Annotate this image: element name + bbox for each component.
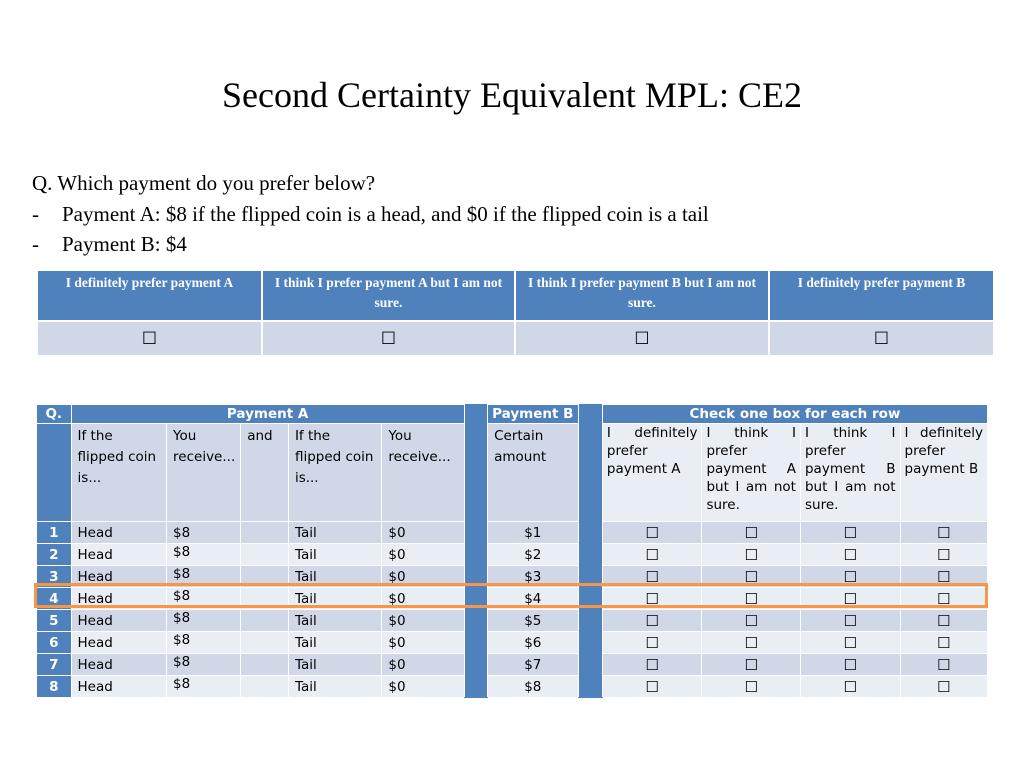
pref-checkbox-think-b[interactable]: ☐ [515, 321, 769, 356]
bullet-dash: - [32, 201, 39, 226]
checkbox-think-b[interactable]: ☐ [800, 544, 900, 566]
table-row [37, 632, 988, 654]
subheader-a-receive-1: You receive... [167, 424, 241, 522]
checkbox-think-b[interactable]: ☐ [800, 522, 900, 544]
a-outcome-tail: Tail [288, 522, 381, 544]
a-outcome-head: Head [71, 588, 167, 610]
certain-amount: $8 [488, 676, 578, 698]
a-amount-tail: $0 [382, 566, 464, 588]
checkbox-definitely-a[interactable]: ☐ [602, 610, 702, 632]
subheader-q-blank [37, 424, 72, 522]
checkbox-definitely-a[interactable]: ☐ [602, 566, 702, 588]
a-outcome-tail: Tail [288, 632, 381, 654]
and-cell [241, 654, 289, 676]
subheader-think-a: I think I prefer payment A but I am not sure. [702, 424, 801, 522]
a-amount-tail: $0 [382, 522, 464, 544]
checkbox-definitely-a[interactable]: ☐ [602, 632, 702, 654]
certain-amount: $6 [488, 632, 578, 654]
pref-header-definitely-a: I definitely prefer payment A [37, 270, 262, 321]
pref-header-think-b: I think I prefer payment B but I am not sure. [515, 270, 769, 321]
certain-amount: $4 [488, 588, 578, 610]
a-outcome-tail: Tail [288, 676, 381, 698]
slide-title: Second Certainty Equivalent MPL: CE2 [222, 75, 802, 115]
bullet-dash: - [32, 232, 39, 256]
checkbox-definitely-b[interactable]: ☐ [900, 544, 987, 566]
pref-header-definitely-b: I definitely prefer payment B [769, 270, 994, 321]
a-amount-head: $8 [167, 632, 241, 654]
and-cell [241, 566, 289, 588]
header-payment-a: Payment A [71, 405, 464, 424]
a-amount-head: $8 [167, 654, 241, 676]
checkbox-definitely-b[interactable]: ☐ [900, 676, 987, 698]
table-row [37, 654, 988, 676]
a-amount-head: $8 [167, 676, 241, 698]
checkbox-think-b[interactable]: ☐ [800, 588, 900, 610]
a-amount-tail: $0 [382, 632, 464, 654]
and-cell [241, 588, 289, 610]
a-amount-tail: $0 [382, 544, 464, 566]
a-amount-tail: $0 [382, 610, 464, 632]
question-block [32, 168, 709, 260]
row-number: 1 [37, 522, 72, 544]
checkbox-definitely-b[interactable]: ☐ [900, 654, 987, 676]
row-number: 5 [37, 610, 72, 632]
checkbox-definitely-b[interactable]: ☐ [900, 610, 987, 632]
row-number: 6 [37, 632, 72, 654]
checkbox-definitely-b[interactable]: ☐ [900, 632, 987, 654]
a-amount-head: $8 [167, 566, 241, 588]
a-outcome-head: Head [71, 544, 167, 566]
checkbox-definitely-b[interactable]: ☐ [900, 566, 987, 588]
a-amount-head: $8 [167, 522, 241, 544]
row-number: 2 [37, 544, 72, 566]
column-separator [464, 405, 487, 698]
checkbox-think-b[interactable]: ☐ [800, 654, 900, 676]
certain-amount: $5 [488, 610, 578, 632]
subheader-certain-amount: Certain amount [488, 424, 578, 522]
row-number: 8 [37, 676, 72, 698]
checkbox-think-a[interactable]: ☐ [702, 544, 801, 566]
payment-a-bullet [32, 199, 709, 230]
checkbox-think-a[interactable]: ☐ [702, 522, 801, 544]
row-number: 3 [37, 566, 72, 588]
and-cell [241, 632, 289, 654]
and-cell [241, 544, 289, 566]
payment-b-description: Payment B: $4 [62, 232, 187, 256]
a-amount-tail: $0 [382, 588, 464, 610]
a-outcome-tail: Tail [288, 610, 381, 632]
pref-checkbox-think-a[interactable]: ☐ [262, 321, 515, 356]
header-q: Q. [37, 405, 72, 424]
certain-amount: $2 [488, 544, 578, 566]
table-row [37, 676, 988, 698]
a-outcome-head: Head [71, 522, 167, 544]
subheader-a-outcome-2: If the flipped coin is... [288, 424, 381, 522]
certain-amount: $3 [488, 566, 578, 588]
certain-amount: $1 [488, 522, 578, 544]
table-row [37, 522, 988, 544]
and-cell [241, 522, 289, 544]
table-row [37, 566, 988, 588]
a-outcome-head: Head [71, 566, 167, 588]
preference-table [36, 269, 995, 357]
a-outcome-tail: Tail [288, 654, 381, 676]
a-outcome-tail: Tail [288, 544, 381, 566]
and-cell [241, 676, 289, 698]
a-amount-tail: $0 [382, 654, 464, 676]
and-cell [241, 610, 289, 632]
table-row [37, 610, 988, 632]
checkbox-definitely-a[interactable]: ☐ [602, 544, 702, 566]
checkbox-think-b[interactable]: ☐ [800, 566, 900, 588]
checkbox-think-a[interactable]: ☐ [702, 654, 801, 676]
header-check-one-box: Check one box for each row [602, 405, 987, 424]
checkbox-definitely-b[interactable]: ☐ [900, 588, 987, 610]
row-number: 7 [37, 654, 72, 676]
question-prompt: Q. Which payment do you prefer below? [32, 171, 376, 195]
checkbox-definitely-b[interactable]: ☐ [900, 522, 987, 544]
checkbox-definitely-a[interactable]: ☐ [602, 588, 702, 610]
row-number: 4 [37, 588, 72, 610]
checkbox-think-b[interactable]: ☐ [800, 676, 900, 698]
subheader-a-receive-2: You receive... [382, 424, 464, 522]
a-amount-head: $8 [167, 544, 241, 566]
header-payment-b: Payment B [488, 405, 578, 424]
payment-b-bullet [32, 229, 709, 260]
a-outcome-tail: Tail [288, 588, 381, 610]
pref-checkbox-definitely-b[interactable]: ☐ [769, 321, 994, 356]
subheader-and: and [241, 424, 289, 522]
checkbox-think-b[interactable]: ☐ [800, 632, 900, 654]
pref-header-think-a: I think I prefer payment A but I am not sure. [262, 270, 515, 321]
a-amount-head: $8 [167, 610, 241, 632]
a-outcome-head: Head [71, 654, 167, 676]
pref-checkbox-definitely-a[interactable]: ☐ [37, 321, 262, 356]
mpl-table [36, 404, 988, 698]
checkbox-think-a[interactable]: ☐ [702, 676, 801, 698]
checkbox-definitely-a[interactable]: ☐ [602, 522, 702, 544]
subheader-definitely-a: I definitely prefer payment A [602, 424, 702, 522]
a-outcome-tail: Tail [288, 566, 381, 588]
checkbox-definitely-a[interactable]: ☐ [602, 654, 702, 676]
payment-a-description: Payment A: $8 if the flipped coin is a head, and $0 if the flipped coin is a tail [62, 201, 709, 226]
a-amount-head: $8 [167, 588, 241, 610]
subheader-think-b: I think I prefer payment B but I am not sure. [800, 424, 900, 522]
checkbox-think-a[interactable]: ☐ [702, 610, 801, 632]
a-outcome-head: Head [71, 610, 167, 632]
checkbox-think-a[interactable]: ☐ [702, 566, 801, 588]
checkbox-think-a[interactable]: ☐ [702, 632, 801, 654]
table-row-highlighted [37, 588, 988, 610]
subheader-a-outcome-1: If the flipped coin is... [71, 424, 167, 522]
certain-amount: $7 [488, 654, 578, 676]
table-row [37, 544, 988, 566]
checkbox-definitely-a[interactable]: ☐ [602, 676, 702, 698]
a-amount-tail: $0 [382, 676, 464, 698]
column-separator [578, 405, 602, 698]
checkbox-think-a[interactable]: ☐ [702, 588, 801, 610]
checkbox-think-b[interactable]: ☐ [800, 610, 900, 632]
a-outcome-head: Head [71, 632, 167, 654]
subheader-definitely-b: I definitely prefer payment B [900, 424, 987, 522]
a-outcome-head: Head [71, 676, 167, 698]
